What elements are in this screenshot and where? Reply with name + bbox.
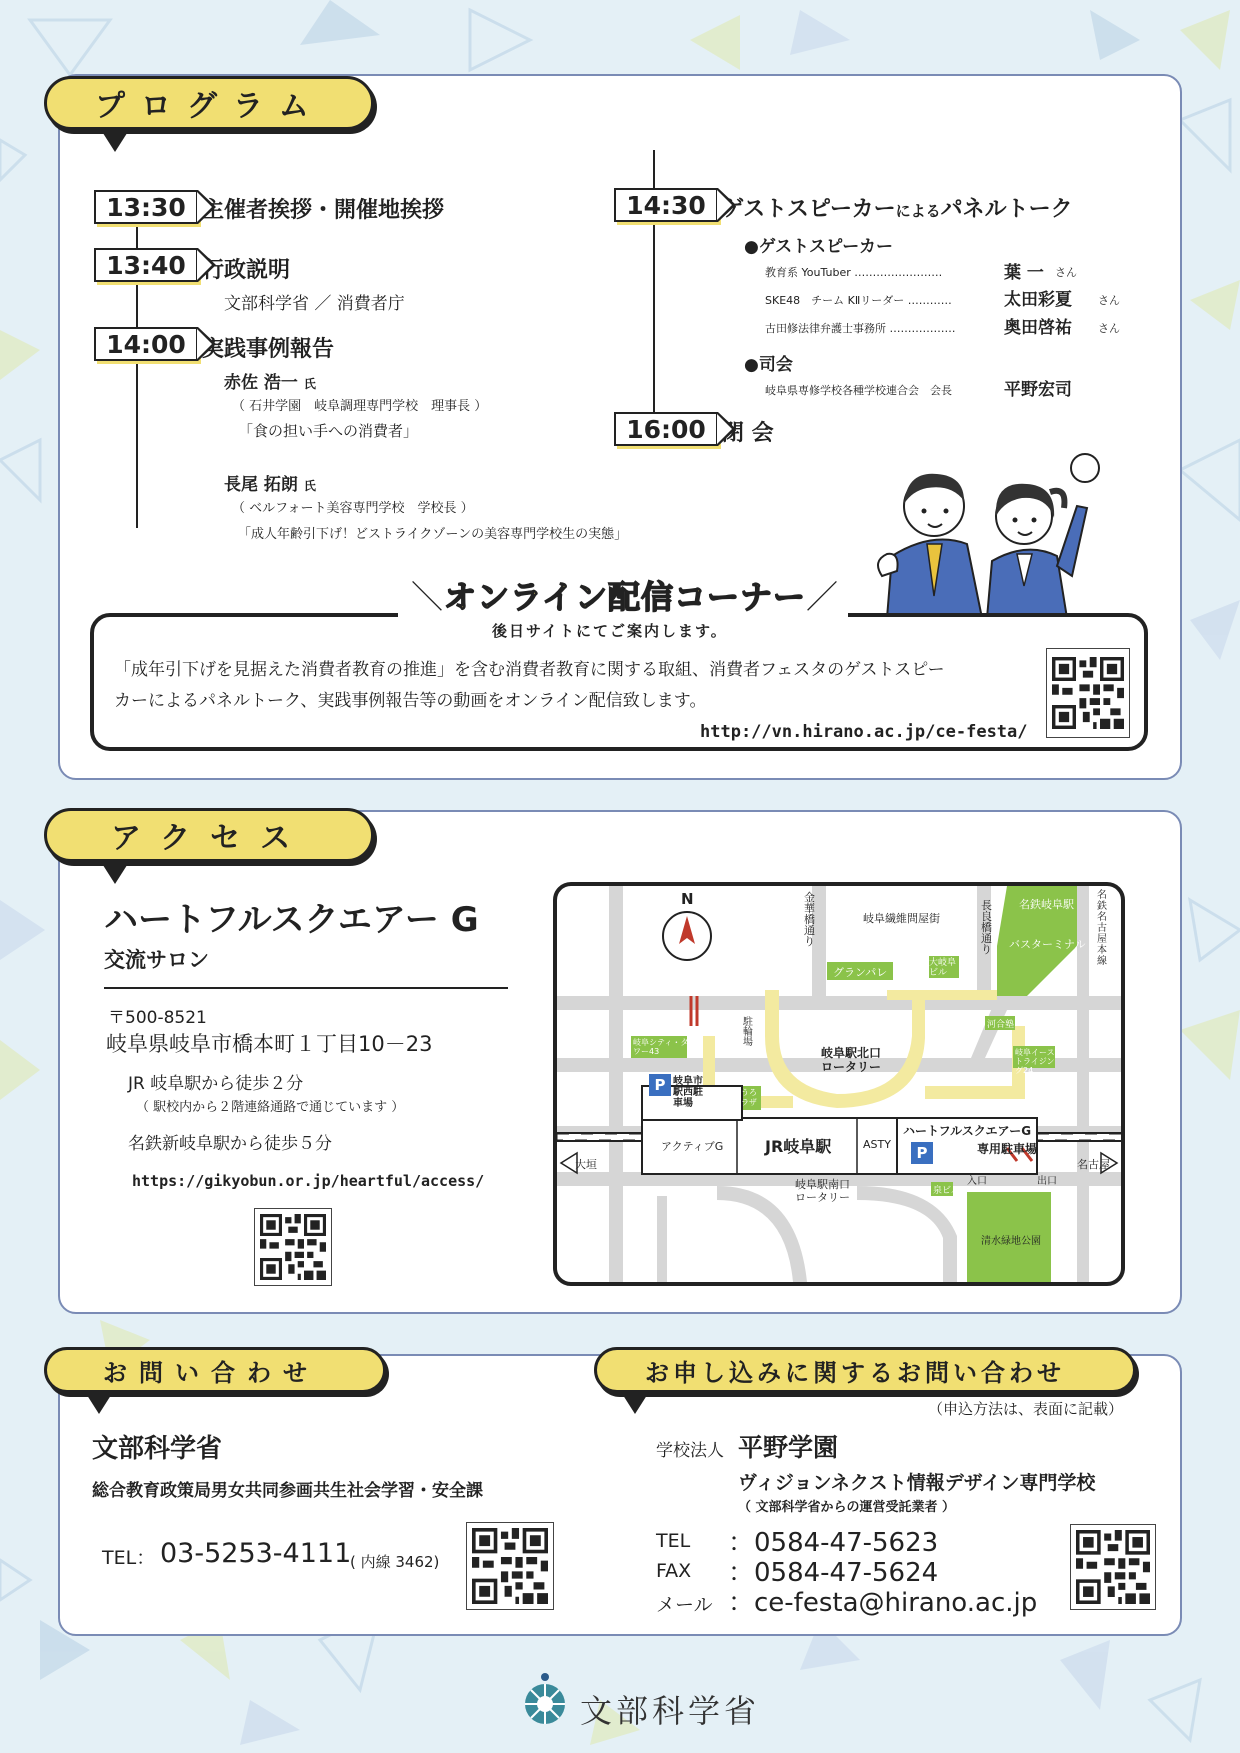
map-label: グランパレ — [833, 966, 888, 979]
map-label: 長良橋通り — [981, 899, 992, 956]
guest-name: 葉 一 — [1004, 263, 1044, 283]
apply-mail-label: メール — [656, 1594, 713, 1616]
speaker-org: （ ベルフォート美容専門学校 学校長 ） — [232, 501, 474, 516]
program-tab-label: プログラム — [95, 89, 325, 124]
guests-heading: ●ゲストスピーカー — [744, 237, 893, 257]
guest-suffix: さん — [1098, 294, 1120, 307]
apply-fax: ：0584-47-5624 — [728, 1558, 939, 1588]
program-item-title: 行政説明 — [202, 258, 291, 283]
mc-heading: ●司会 — [744, 355, 793, 375]
speaker-name: 赤佐 浩一 氏 — [224, 373, 316, 393]
map-label: ASTY — [863, 1138, 891, 1151]
speaker-org: （ 石井学園 岐阜調理専門学校 理事長 ） — [232, 399, 488, 414]
access-tab — [44, 808, 374, 862]
online-url-link[interactable]: http://vn.hirano.ac.jp/ce-festa/ — [700, 722, 1028, 742]
contact-tel: 03-5253-4111 — [160, 1538, 352, 1569]
qr-pattern — [1076, 1530, 1150, 1604]
contact-tel-label: TEL： — [102, 1547, 156, 1569]
map-label-venue: ハートフルスクエアーG — [903, 1124, 1032, 1138]
map-label: 大垣 — [575, 1158, 597, 1171]
guest-role: SKE48 チーム KⅡリーダー ………… — [765, 294, 952, 307]
online-subtitle: 後日サイトにてご案内します。 — [492, 622, 728, 640]
time-badge-1600 — [614, 412, 718, 446]
guest-role: 教育系 YouTuber …………………… — [765, 266, 943, 279]
apply-tel: ：0584-47-5623 — [728, 1528, 939, 1558]
apply-mail-link[interactable]: ：ce-festa@hirano.ac.jp — [728, 1588, 1038, 1618]
map-label: 名鉄岐阜駅 — [1019, 898, 1074, 911]
map-label: 入口 — [967, 1176, 987, 1187]
map-label: 清水緑地公園 — [981, 1236, 1041, 1247]
map-label: 大岐阜ビル — [929, 958, 957, 978]
venue-name: ハートフルスクエアー G — [104, 900, 479, 940]
postal-code: 〒500-8521 — [108, 1008, 207, 1028]
apply-contact-tab — [594, 1347, 1136, 1393]
time-label: 14:30 — [626, 190, 706, 220]
map-label: 河合塾 — [987, 1020, 1015, 1030]
apply-tab-label: お申し込みに関するお問い合わせ — [645, 1358, 1065, 1387]
speaker-talk: 「成人年齢引下げ！どストライクゾーンの美容専門学校生の実態」 — [238, 527, 628, 542]
mc-role: 岐阜県専修学校各種学校連合会 会長 — [765, 384, 952, 397]
map-label: アクティブG — [661, 1140, 724, 1153]
guest-name: 奥田啓祐 — [1004, 318, 1072, 338]
apply-school-note: （ 文部科学省からの運営受託業者 ） — [738, 1500, 956, 1515]
map-label: 岐阜市駅西駐車場 — [673, 1076, 703, 1109]
contact-tab-label: お問い合わせ — [103, 1358, 319, 1387]
guest-name: 太田彩夏 — [1004, 290, 1072, 310]
speaker-talk: 「食の担い手への消費者」 — [238, 422, 419, 440]
venue-room: 交流サロン — [104, 948, 209, 972]
online-body-line1: 「成年引下げを見据えた消費者教育の推進」を含む消費者教育に関する取組、消費者フェスタのゲストスピー — [114, 660, 945, 680]
time-label: 16:00 — [626, 414, 706, 444]
mext-logo-icon — [518, 1672, 572, 1726]
guest-suffix: さん — [1098, 322, 1120, 335]
address: 岐阜県岐阜市橋本町１丁目10－23 — [106, 1032, 433, 1056]
divider — [104, 987, 508, 989]
route-jr-note: （ 駅校内から２階連絡通路で通じています ） — [136, 1100, 405, 1115]
apply-tel-label: TEL — [656, 1530, 691, 1552]
access-tab-label: アクセス — [111, 821, 311, 856]
footer-ministry: 文部科学省 — [580, 1692, 761, 1730]
map-label: 岐阜イーストライジング24 — [1015, 1048, 1055, 1075]
program-item-title: 実践事例報告 — [202, 337, 335, 362]
apply-qr-code[interactable] — [1070, 1524, 1156, 1610]
contact-dept: 総合教育政策局男女共同参画共生社会学習・安全課 — [92, 1481, 483, 1501]
online-body-line2: カーによるパネルトーク、実践事例報告等の動画をオンライン配信致します。 — [114, 691, 707, 711]
map-label: 金華橋通り — [804, 891, 815, 948]
apply-school: ヴィジョンネクスト情報デザイン専門学校 — [738, 1472, 1096, 1494]
closing-title: 閉 会 — [722, 421, 774, 446]
time-badge-1400 — [94, 327, 198, 361]
online-title: ＼オンライン配信コーナー／ — [410, 578, 840, 616]
online-qr-code[interactable] — [1046, 648, 1130, 738]
map-label: 岐阜駅北口ロータリー — [821, 1046, 882, 1074]
apply-note: （申込方法は、表面に記載） — [928, 1400, 1124, 1418]
mc-name: 平野宏司 — [1004, 380, 1072, 400]
apply-corp: 平野学園 — [738, 1433, 839, 1462]
contact-org: 文部科学省 — [92, 1434, 223, 1464]
access-url-link[interactable]: https://gikyobun.or.jp/heartful/access/ — [132, 1172, 485, 1190]
parking-icon: P — [911, 1142, 933, 1164]
apply-corp-label: 学校法人 — [656, 1441, 724, 1461]
time-label: 13:40 — [106, 250, 186, 280]
speaker-name: 長尾 拓朗 氏 — [224, 475, 316, 495]
map-label: 岐阜繊維問屋街 — [863, 912, 940, 925]
qr-pattern — [472, 1528, 548, 1604]
map-label: じゅうろくプラザ — [725, 1088, 757, 1107]
time-label: 13:30 — [106, 192, 186, 222]
panel-talk-title: ゲストスピーカーによるパネルトーク — [722, 197, 1073, 222]
map-label: 名鉄名古屋本線 — [1097, 890, 1107, 967]
program-tab — [44, 76, 374, 130]
time-badge-1330 — [94, 190, 198, 224]
program-item-sub: 文部科学省 ／ 消費者庁 — [224, 294, 405, 314]
time-label: 14:00 — [106, 329, 186, 359]
qr-pattern — [1052, 654, 1124, 732]
parking-icon: P — [649, 1074, 671, 1096]
apply-fax-label: FAX — [656, 1560, 692, 1582]
map-label: 専用駐車場 — [977, 1142, 1038, 1156]
map-label: 泉ビル — [933, 1186, 961, 1196]
qr-pattern — [260, 1214, 326, 1280]
map-label: 岐阜駅南口ロータリー — [795, 1178, 850, 1204]
students-illustration — [872, 446, 1122, 618]
map-label: バスターミナル — [1009, 938, 1086, 951]
contact-qr-code[interactable] — [466, 1522, 554, 1610]
map-label: 駐輪場 — [743, 1017, 753, 1048]
access-qr-code[interactable] — [254, 1208, 332, 1286]
guest-role: 古田修法律弁護士事務所 ……………… — [765, 322, 956, 335]
guest-suffix: さん — [1055, 266, 1077, 279]
access-map — [553, 882, 1125, 1286]
route-meitetsu: 名鉄新岐阜駅から徒歩５分 — [128, 1134, 332, 1154]
route-jr: JR 岐阜駅から徒歩２分 — [128, 1074, 304, 1094]
time-badge-1430 — [614, 188, 718, 222]
contact-tel-ext: ( 内線 3462) — [350, 1553, 440, 1571]
map-label: 岐阜シティ・タワー43 — [633, 1038, 689, 1056]
program-item-title: 主催者挨拶・開催地挨拶 — [202, 198, 445, 223]
north-label: N — [681, 890, 694, 908]
map-label: 出口 — [1037, 1176, 1057, 1187]
map-label-jr: JR岐阜駅 — [765, 1137, 832, 1156]
time-badge-1340 — [94, 248, 198, 282]
contact-tab — [44, 1347, 386, 1393]
map-label: 名古屋 — [1077, 1158, 1110, 1171]
